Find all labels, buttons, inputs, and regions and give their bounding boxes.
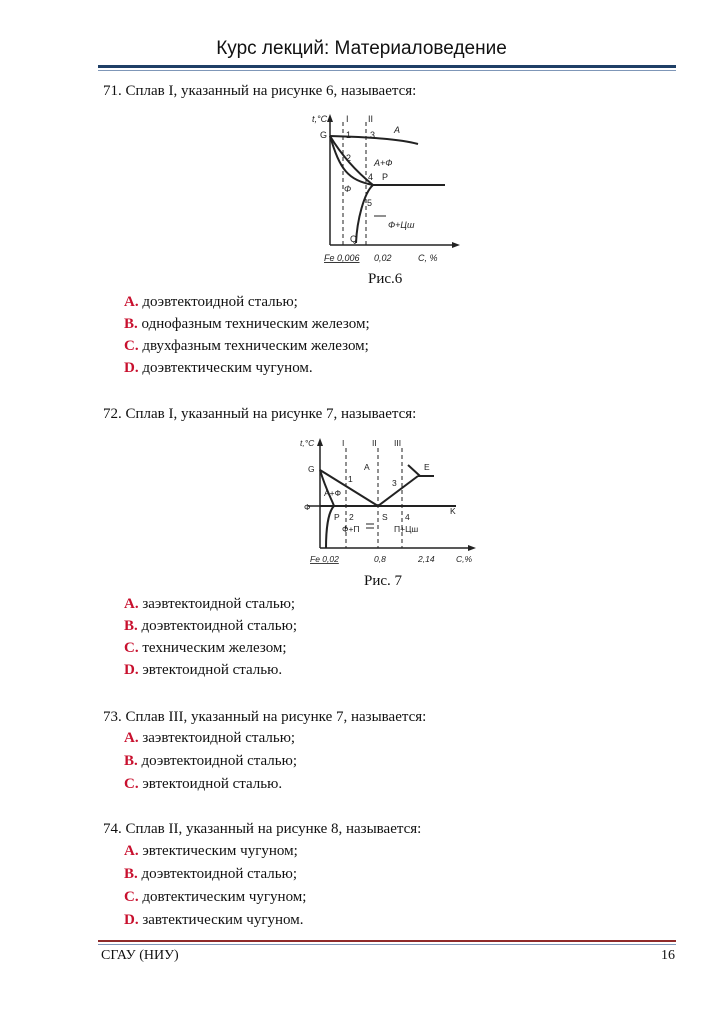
fig7-phase-f-p: Ф+П (342, 524, 360, 534)
footer-org: СГАУ (НИУ) (101, 948, 179, 963)
option-c[interactable] (124, 338, 369, 355)
option-letter: D. (124, 360, 139, 376)
fig7-point-g: G (308, 464, 315, 474)
option-b[interactable] (124, 316, 370, 333)
option-text: доэвтектоидной сталью; (141, 866, 297, 882)
option-a[interactable] (124, 596, 295, 613)
option-text: однофазным техническим железом; (141, 316, 370, 332)
figure-7-diagram (296, 434, 478, 568)
figure-7-caption: Рис. 7 (364, 573, 403, 589)
option-b[interactable] (124, 618, 297, 635)
fig7-alloy-i: I (342, 438, 345, 448)
fig7-point-k: K (450, 506, 456, 516)
option-text: заэвтектоидной сталью; (142, 596, 296, 612)
header-rule (98, 65, 676, 68)
fig6-num-2: 2 (346, 153, 352, 163)
option-c[interactable] (124, 640, 287, 657)
option-text: заэвтектоидной сталью; (142, 730, 296, 746)
fig6-num-4: 4 (368, 172, 374, 182)
fig6-phase-f-c: Ф+Цш (388, 220, 415, 230)
fig6-y-axis-label: t,°C (312, 114, 328, 124)
option-letter: A. (124, 294, 139, 310)
question-text: Сплав II, указанный на рисунке 8, называется: (125, 821, 422, 837)
fig6-point-g: G (320, 130, 328, 140)
page-number: 16 (661, 948, 675, 963)
option-c[interactable] (124, 889, 306, 906)
option-b[interactable] (124, 753, 297, 770)
question-text: Сплав III, указанный на рисунке 7, называется: (125, 709, 427, 725)
fig7-tick-fe: Fe 0,02 (310, 554, 339, 564)
fig7-alloy-iii: III (394, 438, 402, 448)
fig7-phase-f: Ф (304, 502, 311, 512)
fig7-tick-214: 2,14 (418, 554, 435, 564)
option-letter: C. (124, 338, 139, 354)
option-letter: D. (124, 912, 139, 928)
question-71 (103, 83, 416, 100)
fig6-num-5: 5 (367, 198, 373, 208)
option-text: доэвтектоидной сталью; (141, 618, 297, 634)
fig7-point-s: S (382, 512, 388, 522)
question-number: 72. (103, 406, 122, 422)
question-number: 74. (103, 821, 122, 837)
fig7-y-axis-label: t,°C (300, 438, 315, 448)
fig7-num-3: 3 (392, 478, 397, 488)
option-text: эвтектоидной сталью. (142, 776, 283, 792)
option-letter: B. (124, 866, 138, 882)
option-letter: D. (124, 662, 139, 678)
option-text: доэвтектоидной сталью; (142, 294, 298, 310)
fig7-num-2: 2 (349, 512, 354, 522)
option-d[interactable] (124, 360, 313, 377)
option-a[interactable] (124, 843, 298, 860)
option-letter: C. (124, 640, 139, 656)
option-text: доэвтектоидной сталью; (141, 753, 297, 769)
fig7-num-4: 4 (405, 512, 410, 522)
option-letter: B. (124, 618, 138, 634)
option-text: завтектическим чугуном. (142, 912, 304, 928)
question-number: 73. (103, 709, 122, 725)
option-text: довтектическим чугуном; (142, 889, 307, 905)
option-letter: B. (124, 753, 138, 769)
fig6-alloy-ii: II (368, 114, 374, 124)
footer-rule-thin (98, 944, 676, 945)
question-73 (103, 709, 426, 726)
header-rule-thin (98, 70, 676, 71)
option-letter: B. (124, 316, 138, 332)
option-a[interactable] (124, 294, 298, 311)
fig6-tick-002: 0,02 (374, 253, 392, 263)
figure-6-diagram (310, 108, 460, 268)
option-text: техническим железом; (142, 640, 287, 656)
fig7-phase-p-c: П+Цш (394, 524, 419, 534)
fig7-x-axis-label: C,% (456, 554, 473, 564)
question-number: 71. (103, 83, 122, 99)
fig6-x-axis-label: C, % (418, 253, 438, 263)
fig7-tick-08: 0,8 (374, 554, 386, 564)
fig7-alloy-ii: II (372, 438, 377, 448)
question-text: Сплав I, указанный на рисунке 7, называется: (125, 406, 417, 422)
page-header-title: Курс лекций: Материаловедение (216, 38, 507, 59)
option-d[interactable] (124, 662, 282, 679)
option-letter: C. (124, 776, 139, 792)
option-d[interactable] (124, 912, 304, 929)
fig7-phase-a: A (364, 462, 370, 472)
option-text: двухфазным техническим железом; (142, 338, 369, 354)
fig7-point-e: E (424, 462, 430, 472)
option-letter: C. (124, 889, 139, 905)
fig6-num-3: 3 (370, 130, 376, 140)
option-c[interactable] (124, 776, 282, 793)
option-text: доэвтектическим чугуном. (142, 360, 313, 376)
fig7-phase-a-f: A+Ф (324, 488, 342, 498)
fig6-phase-a: A (394, 125, 401, 135)
option-b[interactable] (124, 866, 297, 883)
fig6-point-q: Q (350, 234, 358, 244)
question-text: Сплав I, указанный на рисунке 6, называется: (125, 83, 417, 99)
question-74 (103, 821, 421, 838)
option-letter: A. (124, 843, 139, 859)
option-text: эвтектоидной сталью. (142, 662, 283, 678)
option-letter: A. (124, 730, 139, 746)
option-letter: A. (124, 596, 139, 612)
fig6-point-p: P (382, 172, 389, 182)
fig6-tick-fe: Fe 0,006 (324, 253, 360, 263)
option-a[interactable] (124, 730, 295, 747)
footer-rule (98, 940, 676, 942)
question-72 (103, 406, 416, 423)
fig6-alloy-i: I (346, 114, 349, 124)
fig6-num-1: 1 (346, 130, 352, 140)
option-text: эвтектическим чугуном; (142, 843, 298, 859)
fig6-phase-f: Ф (344, 184, 352, 194)
fig7-point-p: P (334, 512, 340, 522)
fig6-phase-a-f: A+Ф (374, 158, 393, 168)
figure-6-caption: Рис.6 (368, 271, 403, 287)
fig7-num-1: 1 (348, 474, 353, 484)
